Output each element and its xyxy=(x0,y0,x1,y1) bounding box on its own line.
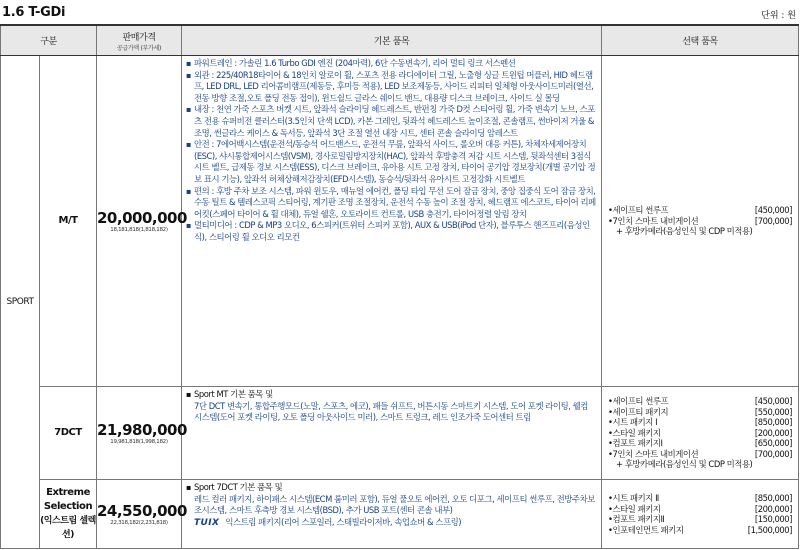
option-item: • 스타일 패키지 [200,000] xyxy=(608,428,792,439)
price-cell xyxy=(97,387,187,480)
tuix-logo: TUIX xyxy=(194,517,220,528)
option-subitem: + 후방카메라(음성인식 및 CDP 미적용) xyxy=(616,459,753,470)
table-row xyxy=(1,387,799,480)
page-title: 1.6 T-GDi xyxy=(2,5,66,20)
table-row xyxy=(1,56,799,387)
option-item: • 스타일 패키지 [200,000] xyxy=(608,504,792,515)
option-items xyxy=(602,480,799,549)
header-option: 선택 품목 xyxy=(602,25,799,56)
basic-item: ▪ 파워트레인 : 가솔린 1.6 Turbo GDI 엔진 (204마력), 6단 수동변속기, 리어 멀티 링크 서스펜션 xyxy=(186,58,597,70)
option-item: • 시트 패키지 Ⅱ [850,000] xyxy=(608,493,792,504)
basic-items xyxy=(182,387,602,480)
basic-item: ▪ 안전 : 7에어백시스템(운전석/동승석 어드밴스드, 운전석 무릎, 앞좌석 사이드, 롤오버 대응 커튼), 차체자세제어장치(ESC), 샤시통합제어시스템(VSM), 경사로밀림방지장치(HAC), 앞좌석 후방충격 저감 시트 시스템, 뒷좌석센터 3점식 시트 벨트, 급제동 경보 시스템(ESS), 디스크 브레이크, 유아용 시트 고정 장치, 타이어 공기압 경보장치(개별 공기압 정보 표시 기능), 앞좌석 허체상해저감장치(EFD시스템), 동승석/뒷좌석 유아시트 고정강화 시트벨트 xyxy=(186,139,597,185)
header-price-sub: 공급가액 (부가세) xyxy=(116,44,162,52)
table-header-row xyxy=(1,25,799,56)
basic-items xyxy=(182,480,602,549)
option-items xyxy=(602,56,799,387)
trim-name-sub: (익스트림 셀렉션) xyxy=(40,516,96,540)
option-items xyxy=(602,387,799,480)
option-item: • 7인치 스마트 내비게이션 [700,000] xyxy=(608,449,792,460)
basic-items xyxy=(182,56,602,387)
basic-item: ▪ Sport 7DCT 기본 품목 및 xyxy=(186,482,597,494)
option-subitem: + 후방카메라(음성인식 및 CDP 미적용) xyxy=(616,226,753,237)
trim-name: 7DCT xyxy=(40,387,97,480)
basic-item: ▪ 외관 : 225/40R18타이어 & 18인치 알로이 휠, 스포츠 전용 라디에이터 그릴, 노출형 싱글 트윈팁 머플러, HID 헤드램프, LED DRL, LED 리어콤비램프(제동등, 후미등 적용), LED 보조제동등, 사이드 리피터 일체형 아웃사이드미러(열선,전동 방향 조절,오토 폴딩 전동 접이), 윈드쉴드 글라스 쉐이드 밴드, 대용량 디스크 브레이크, 사이드 실 몰딩 xyxy=(186,70,597,105)
option-item: • 컴포트 패키지Ⅰ [650,000] xyxy=(608,438,792,449)
basic-item: ▪ Sport MT 기본 품목 및 xyxy=(186,389,597,401)
option-item: • 세이프티 썬루프 [450,000] xyxy=(608,396,792,407)
category-cell: SPORT xyxy=(1,56,40,549)
trim-price: 21,980,000 xyxy=(97,421,187,439)
option-item: • 세이프티 썬루프 [450,000] xyxy=(608,205,792,216)
trim-price: 20,000,000 xyxy=(97,209,187,227)
basic-item: 7단 DCT 변속기, 통합주행모드(노말, 스포츠, 에코), 패들 쉬프트, 버튼시동 스마트키 시스템, 도어 포켓 라이팅, 웰컴 시스템(도어 포켓 라이팅, 오토 폴딩 아웃사이드 미러), 스마트 트렁크, 레드 인조가죽 도어센터 트림 xyxy=(194,400,588,423)
option-item: • 컴포트 패키지Ⅱ [150,000] xyxy=(608,514,792,525)
header-group: 구분 xyxy=(1,25,97,56)
basic-item: ▪ 편의 : 후방 주차 보조 시스템, 파워 윈도우, 매뉴얼 에어컨, 폴딩 타입 무선 도어 잠금 장치, 중앙 집중식 도어 잠금 장치, 수동 틸트 & 텔레스코픽 스티어링, 계기판 조명 조절장치, 운전석 수동 높이 조절 장치, 헤드램프 에스코트, 타이어 리페어킷(스페어 타이어 & 휠 대체), 듀얼 쉘혼, 오토라이트 컨트롤, USB 충전기, 타이어정렬 알림 장치 xyxy=(186,186,597,221)
option-item: • 인포테인먼트 패키지 [1,500,000] xyxy=(608,525,792,536)
header-basic: 기본 품목 xyxy=(182,25,602,56)
price-cell xyxy=(97,480,187,549)
header-price-label: 판매가격 xyxy=(122,32,156,43)
trim-price: 24,550,000 xyxy=(97,502,187,520)
trim-name-cell xyxy=(40,480,97,549)
option-item: • 시트 패키지 Ⅰ [850,000] xyxy=(608,417,792,428)
trim-name: M/T xyxy=(40,56,97,387)
trim-name: Extreme Selection xyxy=(43,487,93,512)
price-cell xyxy=(97,56,187,387)
trim-price-sub: 19,981,818(1,998,182) xyxy=(110,439,168,445)
option-item: • 세이프티 패키지 [550,000] xyxy=(608,407,792,418)
unit-label: 단위 : 원 xyxy=(761,11,796,21)
header-price xyxy=(97,25,182,56)
trim-price-sub: 22,318,182(2,231,818) xyxy=(110,520,168,526)
trim-price-sub: 18,181,818(1,818,182) xyxy=(110,227,168,233)
basic-item: ▪ 내장 : 천연 가죽 스포츠 버켓 시트, 앞좌석 슬라이딩 헤드레스트, 반펀칭 가죽 D컷 스티어링 휠, 가죽 변속기 노브, 스포츠 전용 슈퍼비전 클러스터(3.5인치 단색 LCD), 카본 그레인, 뒷좌석 헤드레스트 높이조절, 콘솔램프, 썬바이저 거울 & 조명, 썬글라스 케이스 & 독서등, 앞좌석 3단 조절 열선 내장 시트, 센터 콘솔 슬라이딩 암레스트 xyxy=(186,104,597,139)
option-item: • 7인치 스마트 내비게이션 [700,000] xyxy=(608,216,792,227)
basic-item: 레드 컬러 패키지, 하이패스 시스템(ECM 룸미러 포함), 듀얼 풀오토 에어컨, 오토 디포그, 세이프티 썬루프, 전방주차보조시스템, 스마트 후측방 경보 시스템(BSD), 추가 USB 포트(센터 콘솔 내부) xyxy=(194,493,595,516)
basic-item-tuix: TUIX 익스트림 패키지(리어 스포일러, 스태빌라이저바, 속업쇼버 & 스프링) xyxy=(194,516,462,528)
basic-item: ▪ 멀티미디어 : CDP & MP3 오디오, 6스피커(트위터 스피커 포함), AUX & USB(iPod 단자), 블루투스 핸즈프리(음성인식), 스티어링 휠 오디오 리모컨 xyxy=(186,220,597,243)
price-table xyxy=(0,24,799,549)
table-row xyxy=(1,480,799,549)
